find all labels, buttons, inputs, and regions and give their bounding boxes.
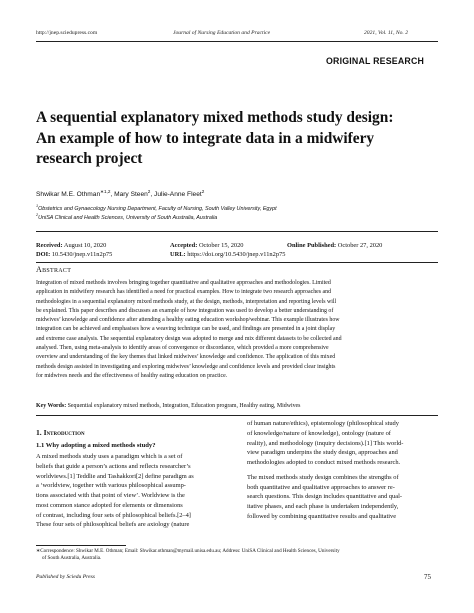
intro-right-line: reality), and methodology (inquiry decisions).[1] This world- <box>247 439 404 447</box>
intro-left-line: These four sets of philosophical beliefs are axiology (nature <box>36 521 190 529</box>
abstract-line: analysed. Then, using meta-analysis to identify areas of convergence or discordance, which provided a more comprehensive <box>36 345 329 352</box>
affiliation-2: $^2$UniSA Clinical and Health Sciences, University of South Australia, Australia <box>36 213 218 221</box>
abstract-line: methodologies in a sequential explanatory mixed methods study, at the design, methods, interpretation and reporting levels will <box>36 298 337 305</box>
accepted-date: Accepted: October 15, 2020 <box>170 242 244 249</box>
keywords: Key Words: Sequential explanatory mixed methods, Integration, Education program, Healthy eating, Midwives <box>36 403 301 409</box>
abstract-line: methods design assisted in investigating and exploring midwives’ knowledge and confidence levels and provided clear insights <box>36 363 336 370</box>
intro-right-column <box>247 419 441 522</box>
author-list: Shwikar M.E. Othman$^{∗1,2}$, Mary Steen$^2$, Julie-Anne Fleet$^2$ <box>36 188 205 198</box>
page-number: 75 <box>424 573 431 581</box>
intro-right-line: methodologies adopted to conduct mixed methods research. <box>247 459 401 466</box>
intro-right-line: of human nature/ethics), epistemology (philosophical study <box>247 420 399 427</box>
abstract-line: midwives’ knowledge and confidence after attending a healthy eating education workshop/webinar. This example illustrates how <box>36 317 340 324</box>
abstract-line: for midwives needs and the effectiveness of healthy eating education on practice. <box>36 372 228 379</box>
affiliation-rule <box>36 231 438 232</box>
intro-left-line: tions associated with that point of view’. Worldview is the <box>36 492 185 499</box>
published-date: Online Published: October 27, 2020 <box>287 242 383 249</box>
abstract-line: Integration of mixed methods involves bringing together quantitative and qualitative approaches and methodologies. Limited <box>36 280 331 286</box>
article-title: A sequential explanatory mixed methods study design: An example of how to integrate data in a midwifery research project <box>36 109 394 167</box>
intro-left-line: beliefs that guide a person’s actions and reflects researcher’s <box>36 462 191 470</box>
intro-left-line: of contrast, including four sets of philosophical beliefs.[2–4] <box>36 511 191 519</box>
abstract-body <box>36 279 438 381</box>
abstract-heading: Abstract <box>36 265 72 274</box>
correspondence-note: ∗Correspondence: Shwikar M.E. Othman; Email: Shwikar.othman@mymail.unisa.edu.au; Address: UniSA Clinical and Health Sciences, University of South Australia, Australia. <box>36 548 340 561</box>
author-1: Shwikar M.E. Othman <box>36 191 101 198</box>
header-url: http://jnep.sciedupress.com <box>36 30 98 36</box>
intro-right-line: itative phases, and each phase is undertaken independently, <box>247 503 399 510</box>
abstract-line: application in midwifery research has identified a need for practical examples. How to integrate two research approaches and <box>36 289 332 296</box>
intro-right-line: followed by combining quantitative results and qualitative <box>247 512 397 520</box>
author-2: Mary Steen <box>114 191 148 198</box>
intro-left-line: most common stance adopted for elements or dimensions <box>36 501 183 509</box>
intro-right-line: both quantitative and qualitative approaches to answer re- <box>247 483 395 491</box>
doi-url[interactable]: URL: https://doi.org/10.5430/jnep.v11n2p75 <box>170 251 286 258</box>
dates-rule <box>36 262 438 263</box>
article-type-badge: ORIGINAL RESEARCH <box>326 56 425 66</box>
intro-right-line: search questions. This design includes quantitative and qual- <box>247 493 402 501</box>
abstract-line: overview and understanding of the key themes that linked midwives’ knowledge and confidence. The application of this mixed <box>36 354 336 361</box>
header-rule <box>36 41 438 42</box>
keywords-rule <box>36 415 438 416</box>
footnote-rule <box>36 545 126 546</box>
intro-right-line: The mixed methods study design combines the strengths of <box>247 473 399 481</box>
header-volume: 2021, Vol. 11, No. 2 <box>364 30 409 36</box>
intro-left-column <box>36 452 232 530</box>
intro-left-line: a ‘worldview, together with various philosophical assump- <box>36 482 186 490</box>
section-heading-introduction: 1. Introduction <box>36 428 85 437</box>
abstract-line: integration can be achieved and emphasises how a weaving technique can be used, and findings are presented in a joint display <box>36 326 336 333</box>
footer-publisher: Published by Sciedu Press <box>36 574 95 580</box>
header-journal: Journal of Nursing Education and Practice <box>173 30 271 36</box>
affiliation-1: $^1$Obstetrics and Gynaecology Nursing Department, Faculty of Nursing, South Valley University, Egypt <box>36 204 277 212</box>
received-date: Received: August 10, 2020 <box>36 242 107 249</box>
doi: DOI: 10.5430/jnep.v11n2p75 <box>36 251 113 258</box>
subsection-heading: 1.1 Why adopting a mixed methods study? <box>36 442 156 449</box>
intro-left-line: worldviews.[1] Teddlie and Tashakkori[2] define paradigm as <box>36 472 194 480</box>
abstract-line: be explained. This paper describes and discusses an example of how integration was used to develop a better understanding of <box>36 307 334 314</box>
author-3: Julie-Anne Fleet <box>154 191 202 198</box>
intro-right-line: of knowledge/nature of knowledge), ontology (nature of <box>247 429 391 437</box>
abstract-line: and extreme case analysis. The sequential explanatory design was adopted to merge and mix different datasets to be collected and <box>36 335 342 342</box>
intro-left-line: A mixed methods study uses a paradigm which is a set of <box>36 453 183 460</box>
intro-right-line: view paradigm underpins the study design, approaches and <box>247 449 398 457</box>
